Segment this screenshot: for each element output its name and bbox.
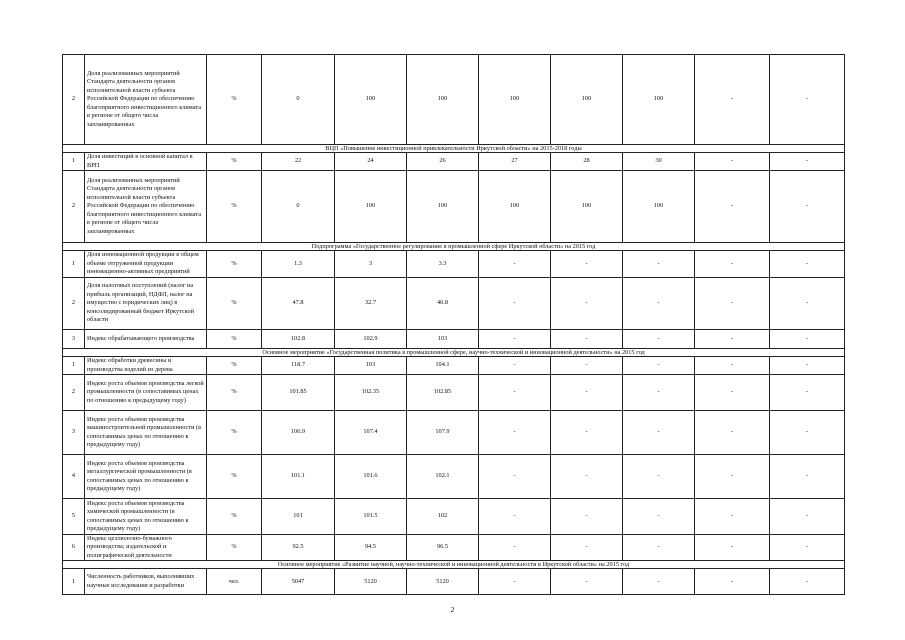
indicator-row [63,278,845,330]
value-cell: - [770,171,845,243]
page-number: 2 [450,605,455,614]
value-cell: 100 [335,171,407,243]
indicator-row [63,55,845,145]
value-cell: - [551,357,623,375]
value-cell: - [479,569,551,595]
value-cell: - [551,278,623,330]
value-cell: - [695,330,770,349]
value-cell: 101.85 [262,375,335,411]
unit-cell: % [207,411,262,455]
indicator-name-cell: Индекс роста объемов производства металлургической промышленности (в сопоставимых ценах по отношению к предыдущему году) [85,455,207,499]
value-cell: 94.5 [335,535,407,561]
value-cell: 30 [623,153,695,171]
value-cell: - [623,357,695,375]
value-cell: - [551,251,623,278]
indicator-name-cell: Доля инвестиций в основной капитал в ВРП [85,153,207,171]
value-cell: 100 [623,171,695,243]
indicator-row [63,357,845,375]
value-cell: 102.85 [407,375,479,411]
row-number-cell: 2 [63,278,85,330]
value-cell: 102 [407,499,479,535]
indicator-name-cell: Доля инновационной продукции в общем объеме отгруженной продукции инновационно-активных предприятий [85,251,207,278]
row-number-cell: 1 [63,153,85,171]
indicators-table-body [63,55,845,595]
value-cell: - [770,569,845,595]
unit-cell: % [207,357,262,375]
value-cell: 100 [551,171,623,243]
value-cell: 1.3 [262,251,335,278]
section-header-cell: ВЦП «Повышение инвестиционной привлекательности Иркутской области» на 2015-2018 годы [63,145,845,153]
row-number-cell: 4 [63,455,85,499]
row-number-cell: 2 [63,171,85,243]
value-cell: - [623,278,695,330]
value-cell: 0 [262,55,335,145]
row-number-cell: 1 [63,357,85,375]
value-cell: 28 [551,153,623,171]
value-cell: - [551,411,623,455]
value-cell: - [770,55,845,145]
value-cell: 102.1 [407,455,479,499]
value-cell: - [623,251,695,278]
indicator-name-cell: Индекс обработки древесины и производства изделий из дерева [85,357,207,375]
value-cell: - [695,569,770,595]
value-cell: - [623,455,695,499]
indicator-name-cell: Доля реализованных мероприятий Стандарта деятельности органов исполнительной власти субъекта Российской Федерации по обеспечению благоприятного инвестиционного климата в регионе от общего числа запланированных [85,171,207,243]
indicator-name-cell: Доля налоговых поступлений (налог на прибыль организаций, НДФЛ, налог на имущество с юридических лиц) в консолидированный бюджет Иркутской области [85,278,207,330]
value-cell: 5120 [335,569,407,595]
value-cell: - [770,411,845,455]
indicator-name-cell: Доля реализованных мероприятий Стандарта деятельности органов исполнительной власти субъекта Российской Федерации по обеспечению благоприятного инвестиционного климата в регионе от общего числа запланированных [85,55,207,145]
row-number-cell: 2 [63,375,85,411]
value-cell: 5120 [407,569,479,595]
value-cell: 101.1 [262,455,335,499]
indicator-row [63,375,845,411]
value-cell: - [479,251,551,278]
value-cell: - [695,411,770,455]
value-cell: 107.9 [407,411,479,455]
indicator-name-cell: Индекс роста объемов производства машиностроительной промышленности (в сопоставимых ценах по отношению к предыдущему году) [85,411,207,455]
value-cell: - [479,330,551,349]
value-cell: - [695,455,770,499]
row-number-cell: 1 [63,569,85,595]
value-cell: - [623,411,695,455]
value-cell: - [695,375,770,411]
unit-cell: % [207,278,262,330]
unit-cell: % [207,171,262,243]
value-cell: - [551,375,623,411]
value-cell: 5047 [262,569,335,595]
value-cell: - [770,357,845,375]
value-cell: 100 [551,55,623,145]
value-cell: - [623,499,695,535]
value-cell: 47.8 [262,278,335,330]
unit-cell: % [207,455,262,499]
value-cell: - [623,535,695,561]
value-cell: - [770,375,845,411]
value-cell: 32.7 [335,278,407,330]
indicator-name-cell: Индекс роста объемов производства химической промышленности (в сопоставимых ценах по отношению к предыдущему году) [85,499,207,535]
value-cell: - [623,330,695,349]
value-cell: 0 [262,171,335,243]
value-cell: - [770,251,845,278]
row-number-cell: 6 [63,535,85,561]
value-cell: 100 [407,55,479,145]
section-header-cell: Подпрограмма «Государственное регулирование в промышленной сфере Иркутской области» на 2015 год [63,243,845,251]
unit-cell: % [207,535,262,561]
value-cell: 118.7 [262,357,335,375]
indicator-row [63,535,845,561]
unit-cell: % [207,251,262,278]
section-header-row [63,243,845,251]
value-cell: - [551,535,623,561]
value-cell: - [695,153,770,171]
value-cell: - [695,357,770,375]
indicators-table-container [62,54,844,595]
unit-cell: % [207,153,262,171]
value-cell: - [770,153,845,171]
value-cell: - [695,499,770,535]
indicator-row [63,251,845,278]
value-cell: 103 [335,357,407,375]
indicator-row [63,411,845,455]
indicator-name-cell: Индекс обрабатывающего производства [85,330,207,349]
unit-cell: % [207,499,262,535]
value-cell: 103 [407,330,479,349]
indicator-name-cell: Численность работников, выполнявших научные исследования и разработки [85,569,207,595]
value-cell: - [551,455,623,499]
section-header-row [63,561,845,569]
value-cell: - [551,499,623,535]
value-cell: 100 [623,55,695,145]
value-cell: - [770,535,845,561]
value-cell: - [770,330,845,349]
value-cell: 104.1 [407,357,479,375]
value-cell: 27 [479,153,551,171]
value-cell: - [479,357,551,375]
indicator-name-cell: Индекс целлюлозно-бумажного производства; издательской и полиграфической деятельности [85,535,207,561]
value-cell: - [479,411,551,455]
value-cell: 102.9 [335,330,407,349]
indicator-row [63,499,845,535]
value-cell: - [479,535,551,561]
value-cell: - [623,375,695,411]
row-number-cell: 5 [63,499,85,535]
value-cell: 96.5 [407,535,479,561]
value-cell: 101 [262,499,335,535]
value-cell: - [479,375,551,411]
value-cell: 106.9 [262,411,335,455]
value-cell: - [623,569,695,595]
value-cell: - [551,330,623,349]
value-cell: - [551,569,623,595]
value-cell: - [695,278,770,330]
value-cell: - [770,455,845,499]
value-cell: 102.8 [262,330,335,349]
value-cell: - [695,55,770,145]
value-cell: 100 [335,55,407,145]
indicator-row [63,153,845,171]
value-cell: - [695,535,770,561]
value-cell: - [479,278,551,330]
section-header-row [63,145,845,153]
value-cell: 101.6 [335,455,407,499]
value-cell: 3 [335,251,407,278]
value-cell: 22 [262,153,335,171]
indicator-row [63,330,845,349]
value-cell: 92.5 [262,535,335,561]
value-cell: - [479,455,551,499]
unit-cell: чел. [207,569,262,595]
value-cell: - [770,278,845,330]
value-cell: 24 [335,153,407,171]
indicator-row [63,171,845,243]
unit-cell: % [207,55,262,145]
value-cell: - [770,499,845,535]
unit-cell: % [207,330,262,349]
section-header-cell: Основное мероприятие «Государственная политика в промышленной сфере, научно-технической и инновационной деятельности» на 2015 год [63,349,845,357]
row-number-cell: 3 [63,411,85,455]
row-number-cell: 2 [63,55,85,145]
value-cell: - [479,499,551,535]
value-cell: 107.4 [335,411,407,455]
value-cell: 100 [407,171,479,243]
value-cell: 100 [479,55,551,145]
indicator-name-cell: Индекс роста объемов производства легкой промышленности (в сопоставимых ценах по отношению к предыдущему году) [85,375,207,411]
section-header-cell: Основное мероприятие «Развитие научной, научно-технической и инновационной деятельности в Иркутской области» на 2015 год [63,561,845,569]
indicator-row [63,455,845,499]
value-cell: 26 [407,153,479,171]
value-cell: - [695,251,770,278]
row-number-cell: 3 [63,330,85,349]
value-cell: 100 [479,171,551,243]
value-cell: 101.5 [335,499,407,535]
row-number-cell: 1 [63,251,85,278]
value-cell: 3.3 [407,251,479,278]
indicator-row [63,569,845,595]
indicators-table [62,54,845,595]
section-header-row [63,349,845,357]
unit-cell: % [207,375,262,411]
value-cell: 102.35 [335,375,407,411]
value-cell: 40.8 [407,278,479,330]
value-cell: - [695,171,770,243]
